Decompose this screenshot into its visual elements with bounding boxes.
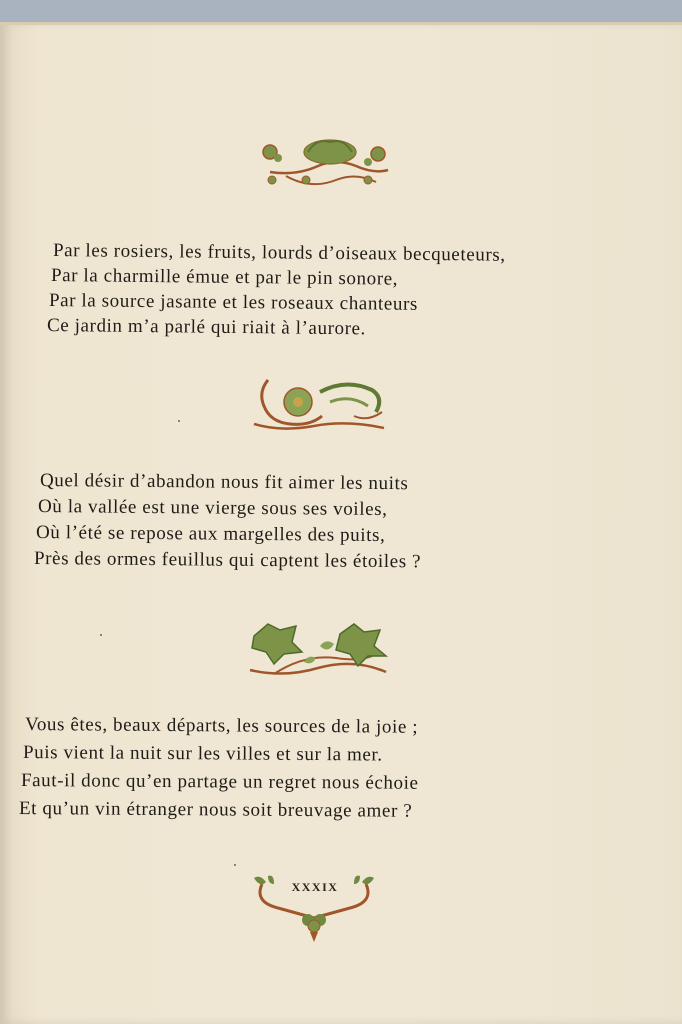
- verse-line: Puis vient la nuit sur les villes et sur la mer.: [22, 742, 383, 766]
- verse-line: Où l’été se repose aux margelles des puits,: [35, 522, 386, 547]
- verse-line: Faut-il donc qu’en partage un regret nous échoie: [20, 770, 419, 794]
- verse-line: Où la vallée est une vierge sous ses voiles,: [37, 496, 388, 521]
- verse-line: Par les rosiers, les fruits, lourds d’oiseaux becqueteurs,: [52, 240, 506, 266]
- floral-vignette-icon: [256, 132, 394, 192]
- verse-line: Par la source jasante et les roseaux chanteurs: [48, 290, 419, 315]
- verse-line: Quel désir d’abandon nous fit aimer les nuits: [39, 470, 409, 495]
- verse-line: Près des ormes feuillus qui captent les étoiles ?: [33, 548, 422, 573]
- leaf-scroll-icon: [250, 372, 390, 434]
- paper-speck: [234, 864, 236, 866]
- page-number: XXXIX: [291, 880, 339, 894]
- page-top-edge: [0, 22, 682, 25]
- paper-speck: [100, 634, 102, 636]
- paper-speck: [178, 420, 180, 422]
- verse-line: Vous êtes, beaux départs, les sources de la joie ;: [24, 714, 419, 738]
- verse-line: Par la charmille émue et par le pin sonore,: [50, 265, 399, 290]
- verse-line: Et qu’un vin étranger nous soit breuvage amer ?: [18, 798, 413, 822]
- verse-line: Ce jardin m’a parlé qui riait à l’aurore.: [46, 315, 367, 340]
- vine-leaves-icon: [244, 618, 392, 682]
